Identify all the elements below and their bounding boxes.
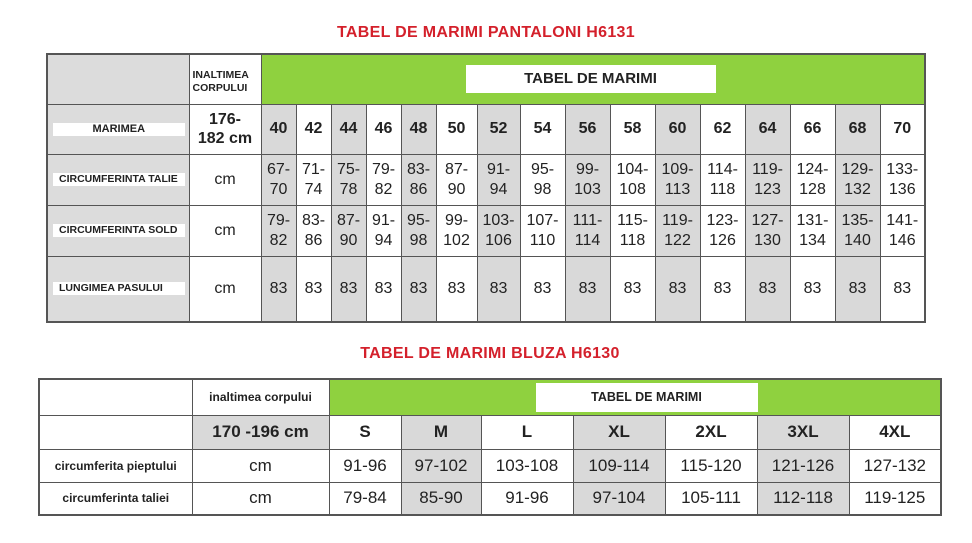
unit-cell: cm bbox=[189, 154, 261, 205]
size-header: 54 bbox=[520, 104, 565, 154]
value-cell: 104- 108 bbox=[610, 154, 655, 205]
value-cell: 109-114 bbox=[573, 449, 665, 482]
row-label: CIRCUMFERINTA SOLD bbox=[53, 224, 185, 237]
value-cell: 115-120 bbox=[665, 449, 757, 482]
banner-cell bbox=[329, 379, 941, 415]
size-header: M bbox=[401, 415, 481, 449]
height-value: 170 -196 cm bbox=[192, 415, 329, 449]
value-cell: 99- 102 bbox=[436, 205, 477, 256]
value-cell: 83 bbox=[835, 256, 880, 322]
value-cell: 123- 126 bbox=[700, 205, 745, 256]
value-cell: 83 bbox=[880, 256, 925, 322]
value-cell: 75- 78 bbox=[331, 154, 366, 205]
row-label: circumferinta taliei bbox=[39, 482, 192, 515]
value-cell: 95- 98 bbox=[520, 154, 565, 205]
size-header: 60 bbox=[655, 104, 700, 154]
value-cell: 103- 106 bbox=[477, 205, 520, 256]
value-cell: 97-102 bbox=[401, 449, 481, 482]
value-cell: 83 bbox=[790, 256, 835, 322]
value-cell: 83 bbox=[610, 256, 655, 322]
value-cell: 91-96 bbox=[481, 482, 573, 515]
value-cell: 109- 113 bbox=[655, 154, 700, 205]
value-cell: 99- 103 bbox=[565, 154, 610, 205]
corner-cell bbox=[39, 379, 192, 415]
value-cell: 111- 114 bbox=[565, 205, 610, 256]
value-cell: 83- 86 bbox=[401, 154, 436, 205]
value-cell: 127- 130 bbox=[745, 205, 790, 256]
value-cell: 87- 90 bbox=[436, 154, 477, 205]
value-cell: 119- 122 bbox=[655, 205, 700, 256]
value-cell: 83 bbox=[655, 256, 700, 322]
value-cell: 124- 128 bbox=[790, 154, 835, 205]
value-cell: 71- 74 bbox=[296, 154, 331, 205]
value-cell: 103-108 bbox=[481, 449, 573, 482]
banner-cell bbox=[261, 54, 925, 104]
value-cell: 85-90 bbox=[401, 482, 481, 515]
value-cell: 114- 118 bbox=[700, 154, 745, 205]
value-cell: 115- 118 bbox=[610, 205, 655, 256]
unit-cell: cm bbox=[192, 482, 329, 515]
value-cell: 131- 134 bbox=[790, 205, 835, 256]
size-header: L bbox=[481, 415, 573, 449]
value-cell: 91- 94 bbox=[366, 205, 401, 256]
size-label-cell bbox=[47, 104, 189, 154]
value-cell: 83 bbox=[745, 256, 790, 322]
row-label-cell bbox=[47, 154, 189, 205]
value-cell: 129- 132 bbox=[835, 154, 880, 205]
size-header: 3XL bbox=[757, 415, 849, 449]
height-value: 176- 182 cm bbox=[189, 104, 261, 154]
value-cell: 83 bbox=[565, 256, 610, 322]
size-header: S bbox=[329, 415, 401, 449]
row-label-cell bbox=[47, 205, 189, 256]
value-cell: 91- 94 bbox=[477, 154, 520, 205]
value-cell: 107- 110 bbox=[520, 205, 565, 256]
value-cell: 119-125 bbox=[849, 482, 941, 515]
row-label: LUNGIMEA PASULUI bbox=[53, 282, 185, 295]
banner-label: TABEL DE MARIMI bbox=[466, 65, 716, 93]
size-label: MARIMEA bbox=[53, 123, 185, 136]
value-cell: 127-132 bbox=[849, 449, 941, 482]
unit-cell: cm bbox=[192, 449, 329, 482]
size-header: 64 bbox=[745, 104, 790, 154]
size-header: 44 bbox=[331, 104, 366, 154]
value-cell: 67- 70 bbox=[261, 154, 296, 205]
value-cell: 83 bbox=[261, 256, 296, 322]
blouse-size-chart-title: TABEL DE MARIMI BLUZA H6130 bbox=[360, 345, 620, 362]
size-header: 66 bbox=[790, 104, 835, 154]
size-header: 4XL bbox=[849, 415, 941, 449]
row-label: circumferita pieptului bbox=[39, 449, 192, 482]
value-cell: 91-96 bbox=[329, 449, 401, 482]
size-header: 58 bbox=[610, 104, 655, 154]
blouse-size-table bbox=[38, 378, 942, 516]
value-cell: 105-111 bbox=[665, 482, 757, 515]
value-cell: 135- 140 bbox=[835, 205, 880, 256]
size-header: 2XL bbox=[665, 415, 757, 449]
empty-label-cell bbox=[39, 415, 192, 449]
pants-size-table bbox=[46, 53, 926, 323]
value-cell: 121-126 bbox=[757, 449, 849, 482]
value-cell: 87- 90 bbox=[331, 205, 366, 256]
value-cell: 83 bbox=[436, 256, 477, 322]
value-cell: 83 bbox=[520, 256, 565, 322]
size-header: 40 bbox=[261, 104, 296, 154]
corner-cell bbox=[47, 54, 189, 104]
size-header: 68 bbox=[835, 104, 880, 154]
value-cell: 83 bbox=[296, 256, 331, 322]
size-header: 52 bbox=[477, 104, 520, 154]
value-cell: 83 bbox=[477, 256, 520, 322]
row-label-cell bbox=[47, 256, 189, 322]
value-cell: 97-104 bbox=[573, 482, 665, 515]
value-cell: 83 bbox=[401, 256, 436, 322]
value-cell: 83 bbox=[700, 256, 745, 322]
value-cell: 119- 123 bbox=[745, 154, 790, 205]
size-header: 56 bbox=[565, 104, 610, 154]
unit-cell: cm bbox=[189, 205, 261, 256]
size-header: 46 bbox=[366, 104, 401, 154]
value-cell: 141- 146 bbox=[880, 205, 925, 256]
value-cell: 95- 98 bbox=[401, 205, 436, 256]
height-header: inaltimea corpului bbox=[192, 379, 329, 415]
value-cell: 83 bbox=[366, 256, 401, 322]
size-header: XL bbox=[573, 415, 665, 449]
value-cell: 83- 86 bbox=[296, 205, 331, 256]
banner-label: TABEL DE MARIMI bbox=[536, 383, 758, 412]
size-header: 50 bbox=[436, 104, 477, 154]
value-cell: 112-118 bbox=[757, 482, 849, 515]
value-cell: 79-84 bbox=[329, 482, 401, 515]
pants-size-chart-title: TABEL DE MARIMI PANTALONI H6131 bbox=[337, 24, 635, 41]
size-header: 42 bbox=[296, 104, 331, 154]
value-cell: 79- 82 bbox=[261, 205, 296, 256]
value-cell: 79- 82 bbox=[366, 154, 401, 205]
size-header: 62 bbox=[700, 104, 745, 154]
size-header: 48 bbox=[401, 104, 436, 154]
height-header: INALTIMEA CORPULUI bbox=[189, 54, 261, 104]
size-header: 70 bbox=[880, 104, 925, 154]
row-label: CIRCUMFERINTA TALIE bbox=[53, 173, 185, 186]
unit-cell: cm bbox=[189, 256, 261, 322]
value-cell: 83 bbox=[331, 256, 366, 322]
value-cell: 133- 136 bbox=[880, 154, 925, 205]
